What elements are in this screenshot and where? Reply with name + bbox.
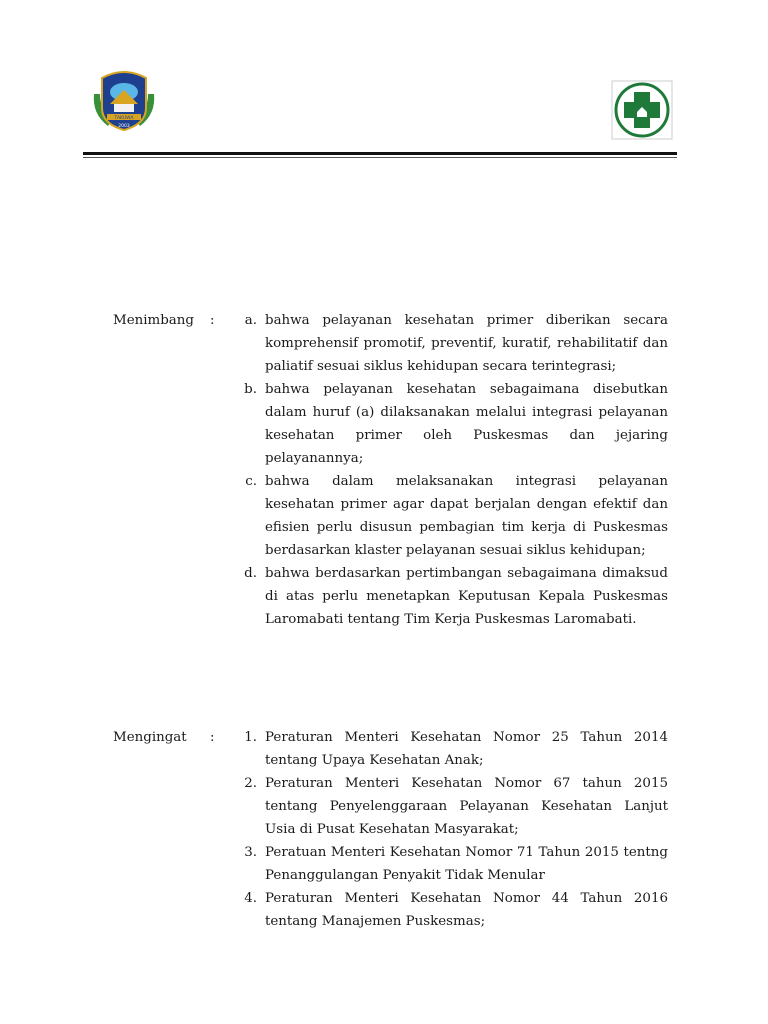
item-marker: 1. (244, 730, 257, 745)
health-cross-logo (611, 80, 673, 140)
list-item (233, 841, 669, 887)
mengingat-label: Mengingat (113, 730, 187, 745)
item-marker: 2. (244, 776, 257, 791)
item-marker: c. (245, 474, 257, 489)
list-item (233, 470, 669, 562)
item-marker: 4. (244, 891, 257, 906)
item-marker: 3. (244, 845, 257, 860)
list-item (233, 887, 669, 933)
item-marker: d. (244, 566, 257, 581)
item-text: Peraturan Menteri Kesehatan Nomor 44 Tahun 2016 tentang Manajemen Puskesmas; (265, 891, 668, 929)
mengingat-section (113, 726, 669, 933)
header-divider-thin (83, 157, 677, 158)
item-text: Peraturan Menteri Kesehatan Nomor 67 tahun 2015 tentang Penyelenggaraan Pelayanan Kesehatan Lanjut Usia di Pusat Kesehatan Masyarakat; (265, 776, 668, 837)
list-item (233, 726, 669, 772)
list-item (233, 378, 669, 470)
regional-emblem-logo (90, 64, 158, 134)
menimbang-label: Menimbang (113, 313, 194, 328)
item-text: bahwa pelayanan kesehatan sebagaimana disebutkan dalam huruf (a) dilaksanakan melalui integrasi pelayanan kesehatan primer oleh Puskesmas dan jejaring pelayanannya; (265, 382, 668, 466)
list-item (233, 772, 669, 841)
item-text: bahwa berdasarkan pertimbangan sebagaimana dimaksud di atas perlu menetapkan Keputusan Kepala Puskesmas Laromabati tentang Tim Kerja Puskesmas Laromabati. (265, 566, 668, 627)
item-text: bahwa dalam melaksanakan integrasi pelayanan kesehatan primer agar dapat berjalan dengan efektif dan efisien perlu disusun pembagian tim kerja di Puskesmas berdasarkan klaster pelayanan sesuai siklus kehidupan; (265, 474, 668, 558)
menimbang-list (233, 309, 669, 631)
item-marker: b. (244, 382, 257, 397)
menimbang-colon: : (210, 313, 215, 328)
emblem-year-text: 2003 (118, 124, 130, 129)
mengingat-colon: : (210, 730, 215, 745)
item-text: Peratuan Menteri Kesehatan Nomor 71 Tahun 2015 tentng Penanggulangan Penyakit Tidak Menular (265, 845, 668, 883)
item-text: bahwa pelayanan kesehatan primer diberikan secara komprehensif promotif, preventif, kuratif, rehabilitatif dan paliatif sesuai siklus kehidupan secara terintegrasi; (265, 313, 668, 374)
list-item (233, 562, 669, 631)
menimbang-section (113, 309, 669, 631)
item-marker: a. (244, 313, 257, 328)
item-text: Peraturan Menteri Kesehatan Nomor 25 Tahun 2014 tentang Upaya Kesehatan Anak; (265, 730, 668, 768)
mengingat-list (233, 726, 669, 933)
header-divider-thick (83, 152, 677, 155)
emblem-banner-text: TAKUWA (114, 116, 134, 121)
list-item (233, 309, 669, 378)
